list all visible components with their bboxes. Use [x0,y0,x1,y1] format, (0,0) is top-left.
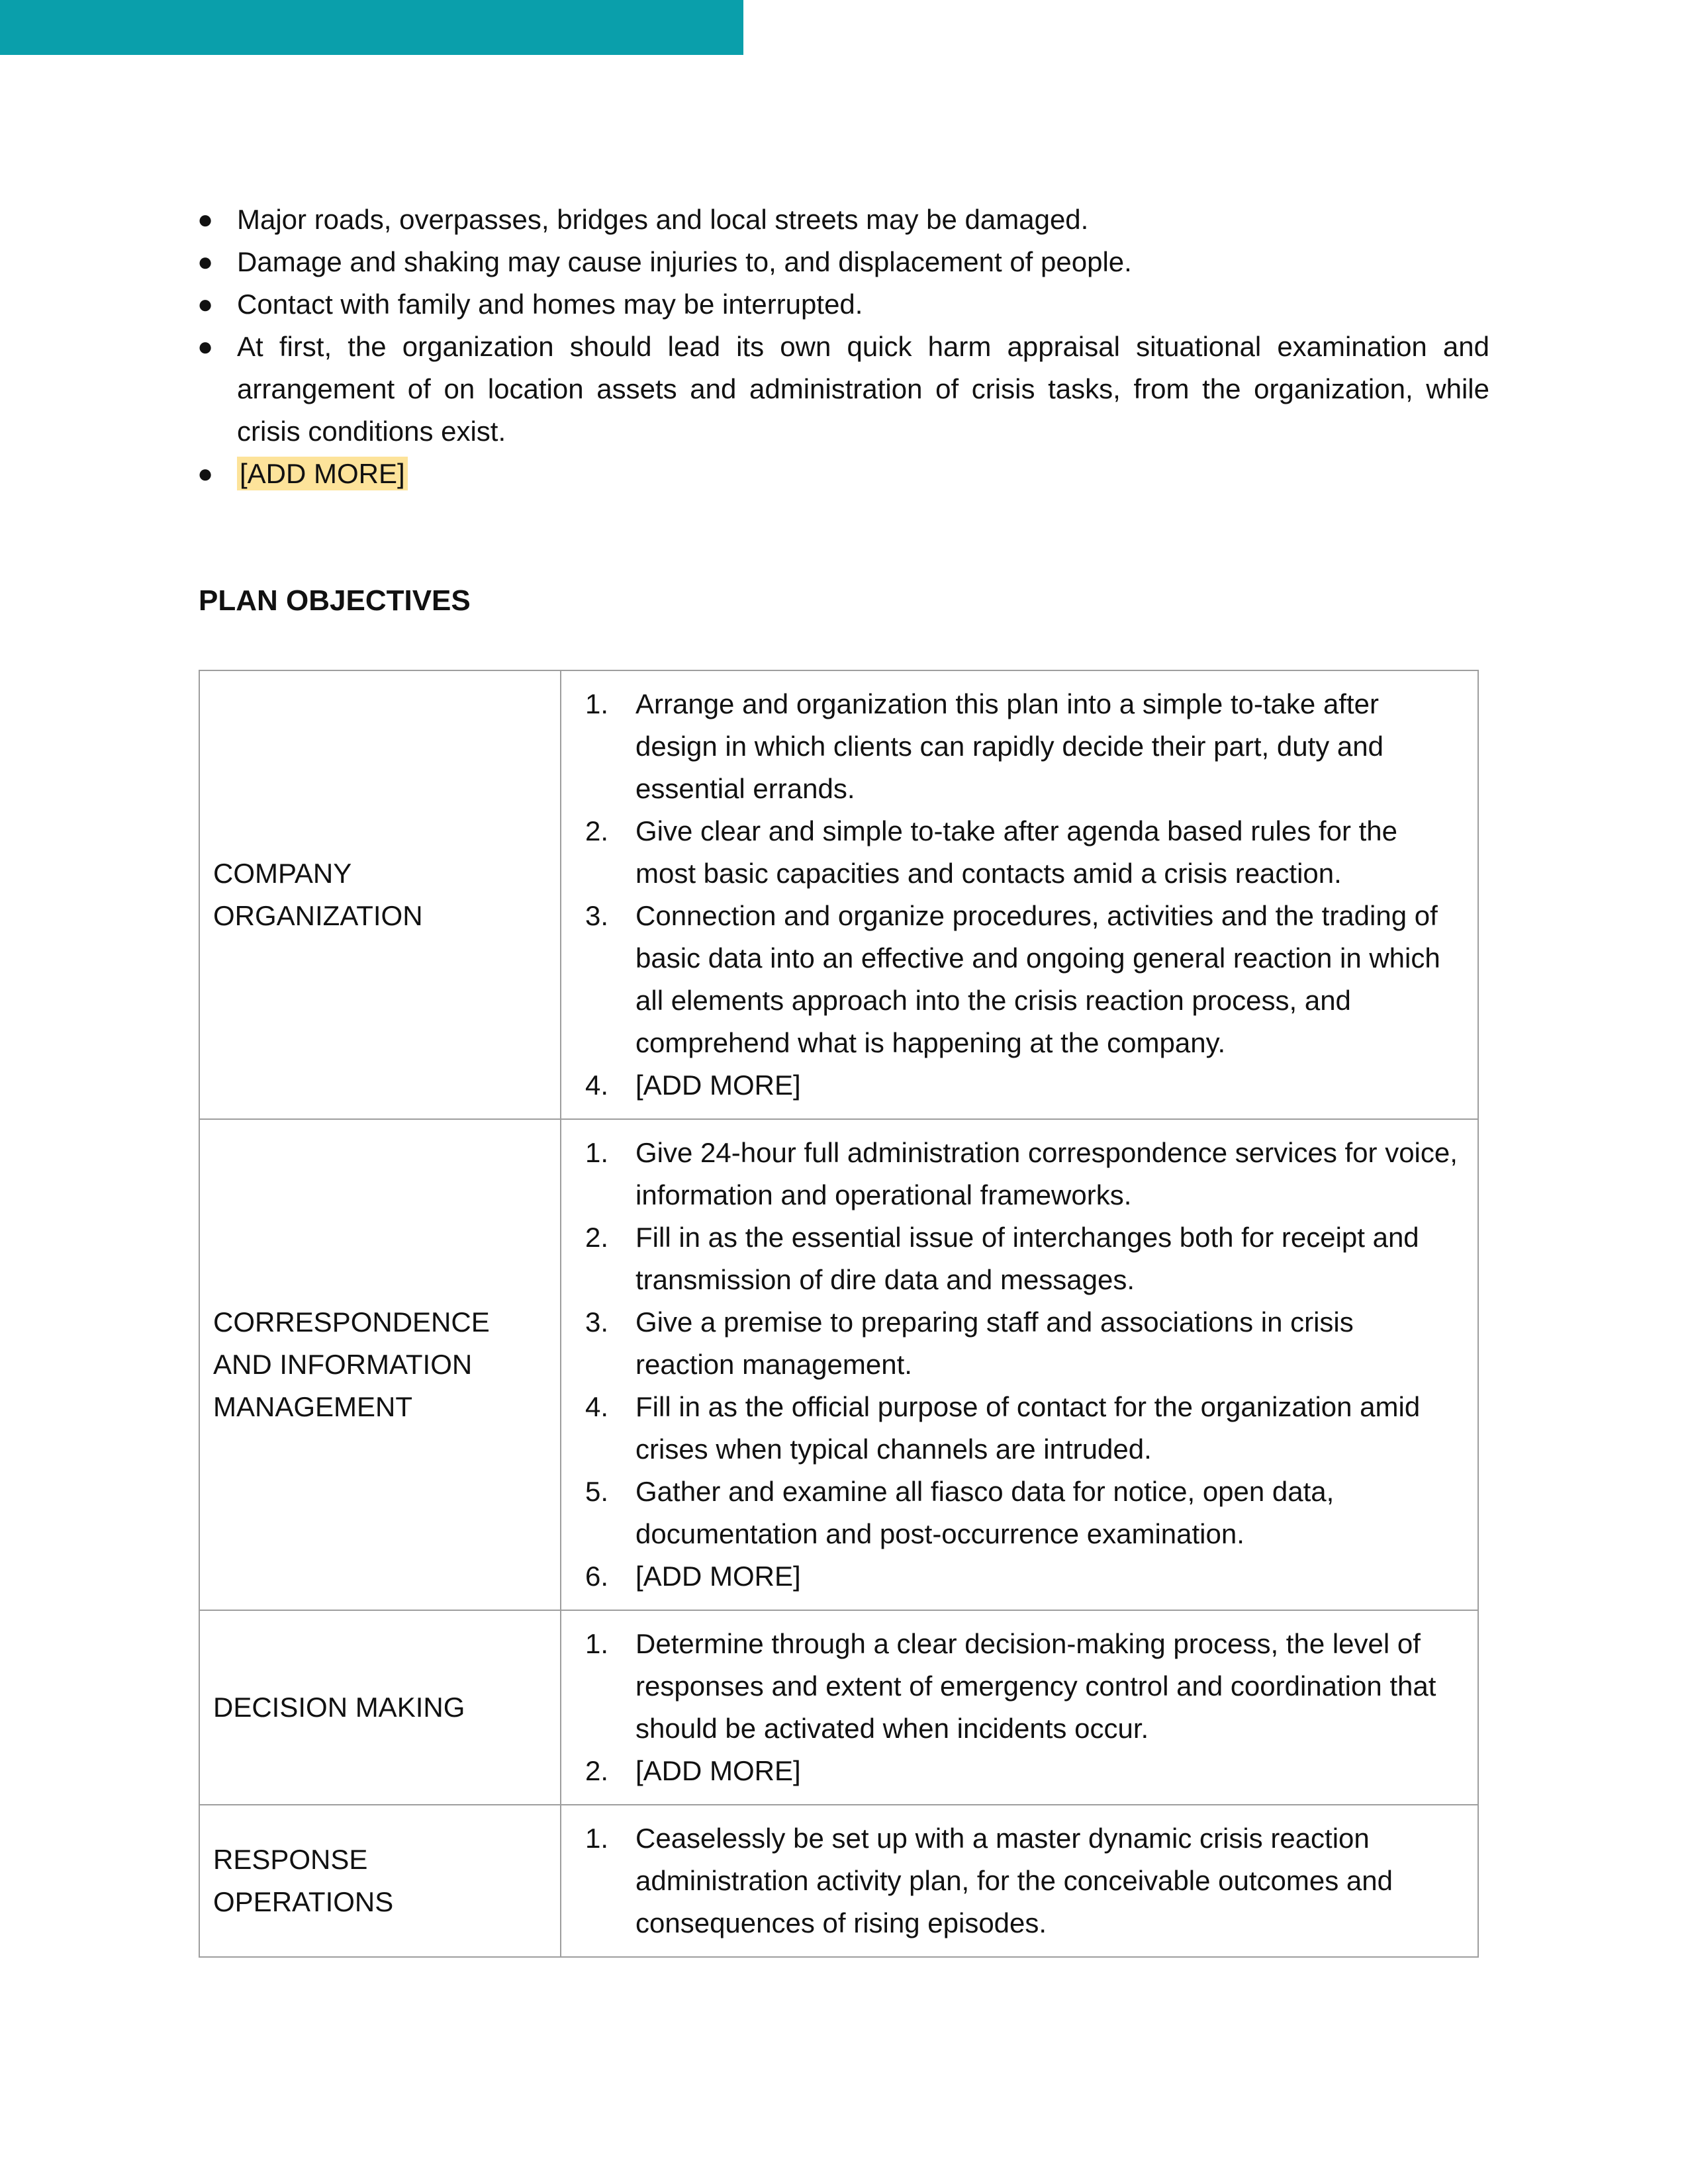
list-item-text: Fill in as the official purpose of contact for the organization amid crises when typical channels are intruded. [635,1391,1421,1465]
list-item-number: 2. [585,1755,609,1786]
bullet-dot-icon: ● [197,248,214,277]
list-item-number: 4. [585,1069,609,1101]
list-item-text: Ceaselessly be set up with a master dynamic crisis reaction administration activity plan, for the conceivable outcomes and consequences of rising episodes. [635,1823,1393,1938]
list-item-number: 2. [585,815,609,846]
table-row [199,1610,1478,1805]
objective-category: CORRESPONDENCE AND INFORMATION MANAGEMENT [199,1119,561,1610]
list-item-number: 1. [585,1823,609,1854]
objective-category: DECISION MAKING [199,1610,561,1805]
bullet-text: Contact with family and homes may be interrupted. [237,289,863,320]
list-item-text: [ADD MORE] [635,1561,801,1592]
list-item [561,1750,1459,1792]
objective-list [561,683,1459,1107]
header-accent-bar [0,0,743,55]
list-item-text: Arrange and organization this plan into a simple to-take after design in which clients can rapidly decide their part, duty and essential errands. [635,688,1383,804]
objective-items-cell [561,1610,1478,1805]
list-item-text: Determine through a clear decision-making process, the level of responses and extent of emergency control and coordination that should be activated when incidents occur. [635,1628,1436,1744]
bullet-text: Major roads, overpasses, bridges and local streets may be damaged. [237,204,1089,235]
bullet-item [196,453,1489,495]
list-item-text: Connection and organize procedures, activities and the trading of basic data into an effective and ongoing general reaction in which all elements approach into the crisis reaction process, and comprehend what is happening at the company. [635,900,1440,1058]
bullet-item [196,326,1489,453]
objectives-table [199,670,1479,1958]
list-item-text: Gather and examine all fiasco data for notice, open data, documentation and post-occurrence examination. [635,1476,1335,1549]
bullet-dot-icon: ● [197,290,214,319]
list-item-text: Give 24-hour full administration correspondence services for voice, information and operational frameworks. [635,1137,1458,1210]
bullet-item [196,283,1489,326]
bullet-text: At first, the organization should lead its own quick harm appraisal situational examination and arrangement of on location assets and administration of crisis tasks, from the organization, while crisis conditions exist. [237,331,1489,447]
list-item [561,1471,1459,1555]
list-item-number: 5. [585,1476,609,1507]
list-item [561,895,1459,1064]
list-item [561,1817,1459,1944]
objective-category: RESPONSE OPERATIONS [199,1805,561,1957]
objective-items-cell [561,1805,1478,1957]
table-row [199,670,1478,1119]
list-item-number: 3. [585,1306,609,1338]
bullet-dot-icon: ● [197,332,214,361]
list-item [561,1064,1459,1107]
list-item [561,1301,1459,1386]
list-item-text: Give clear and simple to-take after agenda based rules for the most basic capacities and contacts amid a crisis reaction. [635,815,1397,889]
objective-list [561,1623,1459,1792]
table-row [199,1805,1478,1957]
list-item [561,1623,1459,1750]
bullet-list [196,199,1489,495]
bullet-dot-icon: ● [197,205,214,234]
list-item-text: Give a premise to preparing staff and associations in crisis reaction management. [635,1306,1354,1380]
list-item-text: [ADD MORE] [635,1755,801,1786]
list-item [561,810,1459,895]
list-item-text: [ADD MORE] [635,1069,801,1101]
bullet-text: Damage and shaking may cause injuries to, and displacement of people. [237,246,1132,277]
objective-category: COMPANY ORGANIZATION [199,670,561,1119]
list-item-number: 6. [585,1561,609,1592]
objective-items-cell [561,1119,1478,1610]
list-item-number: 2. [585,1222,609,1253]
list-item-number: 3. [585,900,609,931]
objective-list [561,1132,1459,1598]
bullet-item [196,199,1489,241]
bullet-item [196,241,1489,283]
objective-items-cell [561,670,1478,1119]
list-item-text: Fill in as the essential issue of interchanges both for receipt and transmission of dire data and messages. [635,1222,1419,1295]
list-item [561,1555,1459,1598]
list-item-number: 1. [585,1628,609,1659]
objectives-table-body [199,670,1478,1957]
table-row [199,1119,1478,1610]
objective-list [561,1817,1459,1944]
list-item [561,683,1459,810]
list-item [561,1216,1459,1301]
list-item [561,1386,1459,1471]
add-more-placeholder: [ADD MORE] [237,457,408,490]
list-item-number: 1. [585,688,609,719]
list-item-number: 4. [585,1391,609,1422]
bullet-dot-icon: ● [197,459,214,488]
list-item [561,1132,1459,1216]
list-item-number: 1. [585,1137,609,1168]
section-title: PLAN OBJECTIVES [199,584,471,617]
